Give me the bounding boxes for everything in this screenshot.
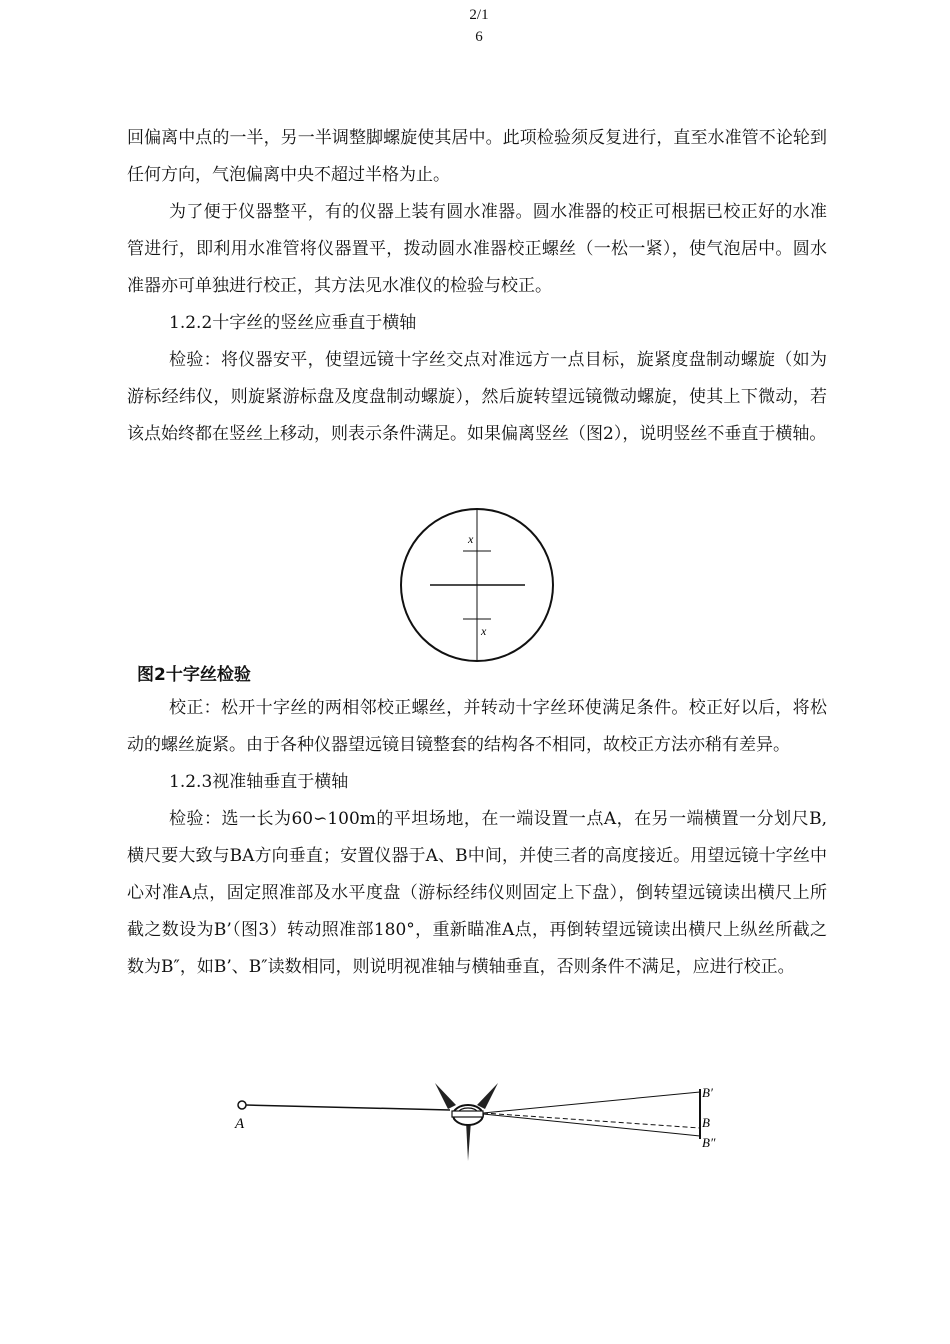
paragraph-inspection-crosshair: 检验：将仪器安平，使望远镜十字丝交点对准远方一点目标，旋紧度盘制动螺旋（如为游标经纬仪，则旋紧游标盘及度盘制动螺旋），然后旋转望远镜微动螺旋，使其上下微动，若该点始终都在竖丝上移动，则表示条件满足。如果偏离竖丝（图2），说明竖丝不垂直于横轴。: [127, 350, 827, 444]
text-block-bottom: [127, 690, 827, 986]
sight-line-to-a: [246, 1105, 450, 1110]
sight-line-to-b-prime: [483, 1092, 700, 1113]
heading-1-2-2: 1.2.2十字丝的竖丝应垂直于横轴: [169, 313, 417, 333]
figure-2-caption: 图2十字丝检验: [137, 665, 251, 685]
label-b-double-prime: B″: [702, 1135, 716, 1150]
instrument-leg-bottom: [466, 1121, 471, 1161]
label-b-prime: B′: [702, 1085, 713, 1100]
label-x-top: x: [468, 532, 474, 546]
text-block-top: [127, 120, 827, 453]
page-number-line1: 2/1: [469, 7, 489, 23]
paragraph-circular-level: 为了便于仪器整平，有的仪器上装有圆水准器。圆水准器的校正可根据已校正好的水准管进行，即利用水准管将仪器置平，拨动圆水准器校正螺丝（一松一紧），使气泡居中。圆水准器亦可单独进行校正，其方法见水准仪的检验与校正。: [127, 202, 827, 296]
label-b: B: [702, 1115, 710, 1130]
paragraph-continued: 回偏离中点的一半，另一半调整脚螺旋使其居中。此项检验须反复进行，直至水准管不论轮到任何方向，气泡偏离中央不超过半格为止。: [127, 128, 827, 185]
page-number: [459, 4, 499, 48]
figure-2-crosshair-diagram: [395, 505, 560, 667]
label-a: A: [235, 1116, 245, 1132]
paragraph-correction-crosshair: 校正：松开十字丝的两相邻校正螺丝，并转动十字丝环使满足条件。校正好以后，将松动的螺丝旋紧。由于各种仪器望远镜目镜整套的结构各不相同，故校正方法亦稍有差异。: [127, 698, 827, 755]
figure-3-collimation-diagram: [230, 1075, 730, 1167]
instrument-leg-right: [477, 1083, 498, 1109]
page-number-line2: 6: [475, 29, 483, 45]
label-x-bottom: x: [481, 624, 487, 638]
instrument-leg-left: [435, 1083, 456, 1109]
sight-line-to-b: [483, 1113, 700, 1128]
instrument-telescope: [452, 1111, 483, 1117]
heading-1-2-3: 1.2.3视准轴垂直于横轴: [169, 772, 349, 792]
sight-line-to-b-double-prime: [483, 1114, 700, 1136]
paragraph-inspection-collimation: 检验：选一长为60∽100m的平坦场地，在一端设置一点A，在另一端横置一分划尺B,横尺要大致与BA方向垂直；安置仪器于A、B中间，并使三者的高度接近。用望远镜十字丝中心对准A点，固定照准部及水平度盘（游标经纬仪则固定上下盘），倒转望远镜读出横尺上所截之数设为B’（图3）转动照准部180°，重新瞄准A点，再倒转望远镜读出横尺上纵丝所截之数为B″，如B’、B″读数相同，则说明视准轴与横轴垂直，否则条件不满足，应进行校正。: [127, 809, 827, 977]
point-a-marker: [238, 1101, 246, 1109]
